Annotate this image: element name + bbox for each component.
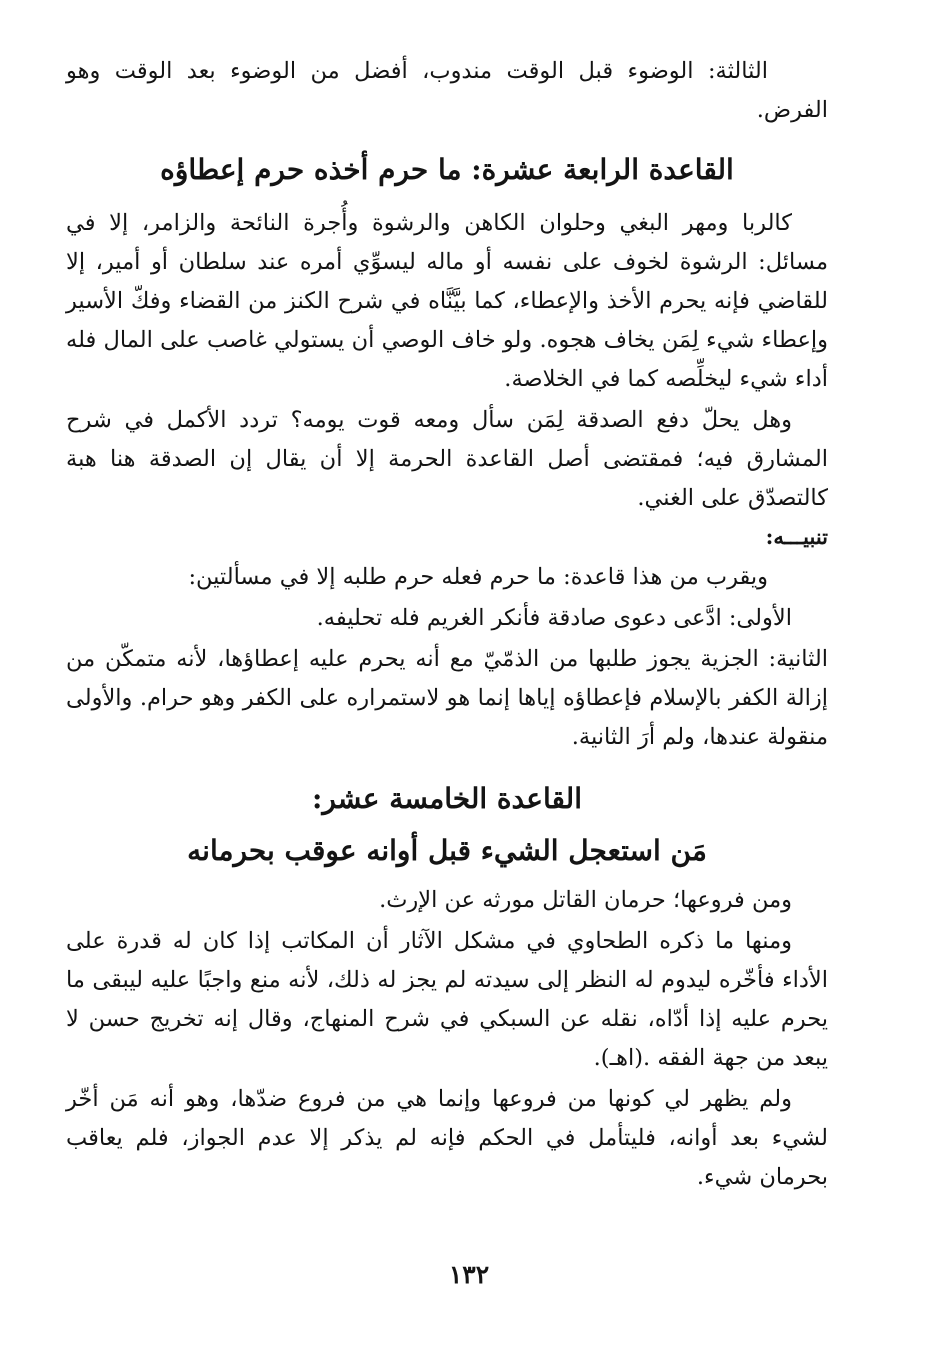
heading-rule-14: القاعدة الرابعة عشرة: ما حرم أخذه حرم إعطاؤه <box>160 153 734 186</box>
heading-rule-15-statement: مَن استعجل الشيء قبل أوانه عوقب بحرمانه <box>187 834 707 867</box>
paragraph-note-second: الثانية: الجزية يجوز طلبها من الذمّيّ مع أنه يحرم عليه إعطاؤها، لأنه متمكّن من إزالة الكفر بالإسلام فإعطاؤه إياها إنما هو لاستمراره على الكفر وهو حرام. والأولى منقولة عندها، ولم أرَ الثانية. <box>66 646 828 750</box>
paragraph-rule-14-examples: كالربا ومهر البغي وحلوان الكاهن والرشوة وأُجرة النائحة والزامر، إلا في مسائل: الرشوة لخوف على نفسه أو ماله ليسوِّي أمره عند سلطان أو أمير، إلا للقاضي فإنه يحرم الأخذ والإعطاء، كما بيَّنَّاه في شرح الكنز من القضاء وفكّ الأسير وإعطاء شيء لِمَن يخاف هجوه. ولو خاف الوصي أن يستولي غاصب على المال فله أداء شيء ليخلِّصه كما في الخلاصة. <box>66 210 828 392</box>
paragraph-note-intro: ويقرب من هذا قاعدة: ما حرم فعله حرم طلبه إلا في مسألتين: <box>188 564 768 590</box>
paragraph-third-point: الثالثة: الوضوء قبل الوقت مندوب، أفضل من الوضوء بعد الوقت وهو الفرض. <box>66 58 828 123</box>
page-number: ١٣٢ <box>448 1260 490 1289</box>
paragraph-rule-15-remark: ولم يظهر لي كونها من فروعها وإنما هي من فروع ضدّها، وهو أنه مَن أخّر لشيء بعد أوانه، فليتأمل في الحكم فإنه لم يذكر إلا عدم الجواز، فلم يعاقب بحرمان شيء. <box>66 1086 828 1190</box>
paragraph-rule-15-branch: ومن فروعها؛ حرمان القاتل مورثه عن الإرث. <box>379 887 792 913</box>
page-body <box>66 52 828 1197</box>
paragraph-note-first: الأولى: ادَّعى دعوى صادقة فأنكر الغريم فله تحليفه. <box>316 605 792 631</box>
note-title: تنبيـــه: <box>765 524 828 549</box>
paragraph-rule-15-tahawi: ومنها ما ذكره الطحاوي في مشكل الآثار أن المكاتب إذا كان له قدرة على الأداء فأخّره ليدوم له النظر إلى سيدته لم يجز له ذلك، لأنه منع واجبًا عليه ليبقى ما يحرم عليه إذا أدّاه، نقله عن السبكي في شرح المنهاج، وقال إنه تخريج حسن لا يبعد من جهة الفقه .(اهـ). <box>66 928 828 1071</box>
heading-rule-15-title: القاعدة الخامسة عشر: <box>312 782 582 815</box>
paragraph-rule-14-charity: وهل يحلّ دفع الصدقة لِمَن سأل ومعه قوت يومه؟ تردد الأكمل في شرح المشارق فيه؛ فمقتضى أصل القاعدة الحرمة إلا أن يقال إن الصدقة هنا هبة كالتصدّق على الغني. <box>66 407 828 511</box>
